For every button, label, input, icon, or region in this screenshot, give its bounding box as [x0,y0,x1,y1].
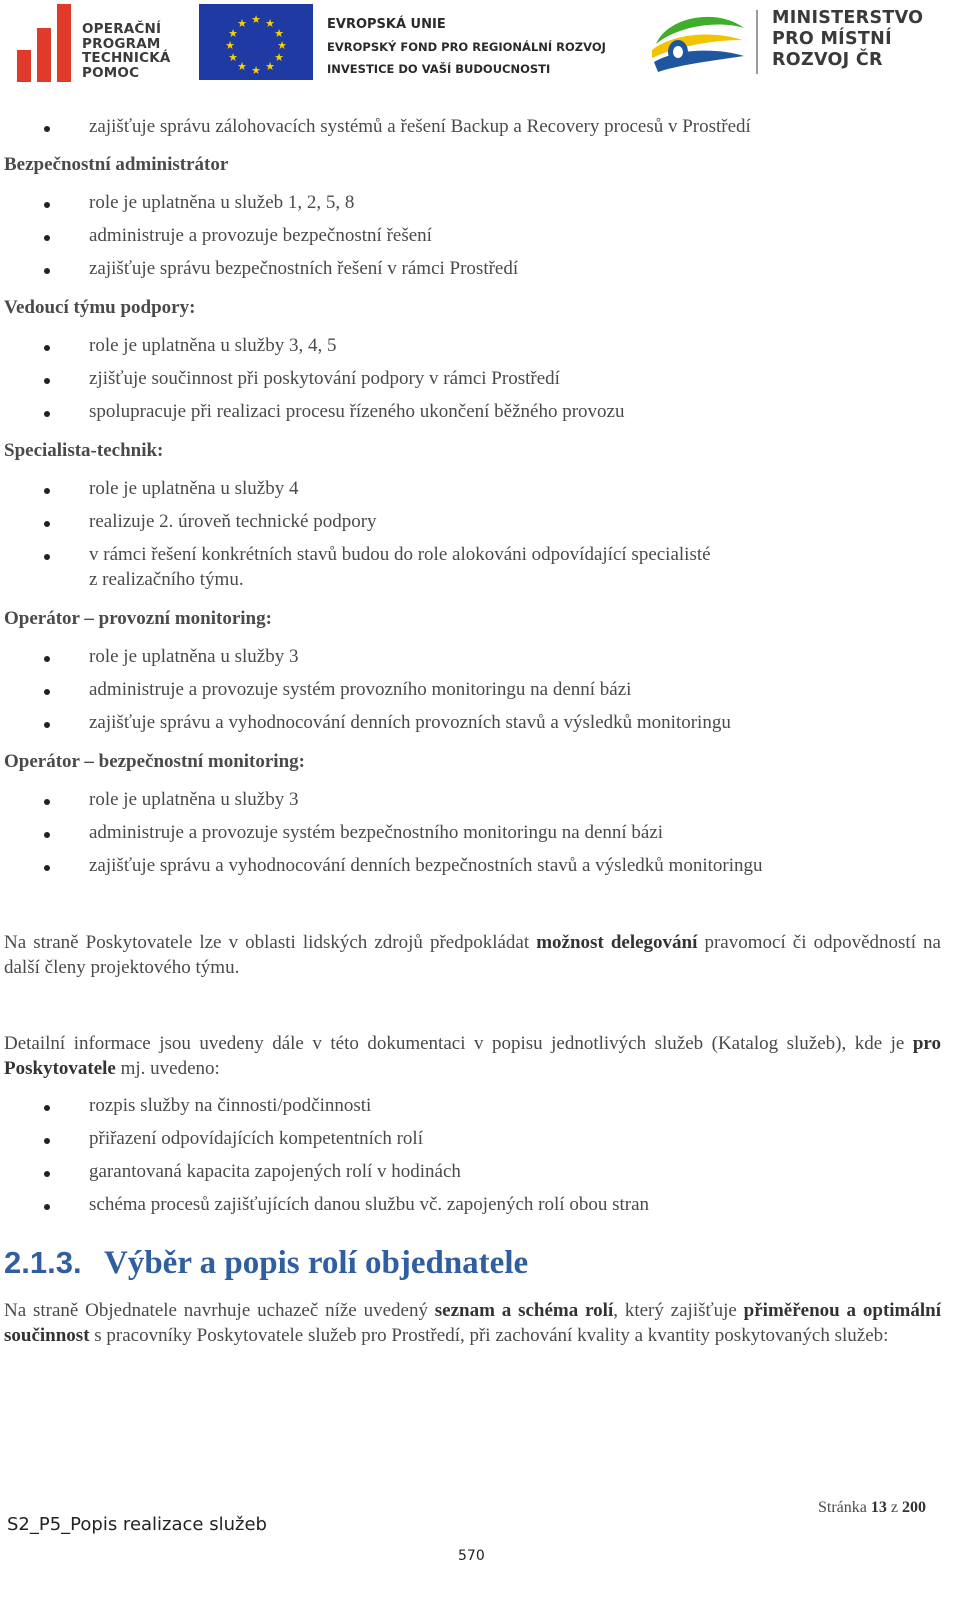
bullet-icon [44,202,50,208]
mmr-logo-divider [756,10,758,74]
optp-logo-bars [17,4,77,82]
svg-text:★: ★ [265,60,275,73]
svg-text:★: ★ [277,39,287,52]
list-item: přiřazení odpovídajících kompetentních rolí [89,1128,423,1149]
role-heading: Specialista-technik: [4,440,164,461]
bullet-icon [44,865,50,871]
svg-text:★: ★ [251,64,261,77]
svg-text:★: ★ [237,17,247,30]
list-item: realizuje 2. úroveň technické podpory [89,511,377,532]
bullet-icon [44,345,50,351]
list-item: role je uplatněna u služby 3 [89,646,299,667]
list-item: schéma procesů zajišťujících danou službu vč. zapojených rolí obou stran [89,1194,649,1215]
list-item: zajišťuje správu zálohovacích systémů a řešení Backup a Recovery procesů v Prostředí [89,116,751,137]
bullet-icon [44,1105,50,1111]
list-item: rozpis služby na činnosti/podčinnosti [89,1095,372,1116]
eu-line-3: INVESTICE DO VAŠÍ BUDOUCNOSTI [327,62,551,76]
bullet-icon [44,488,50,494]
list-item: role je uplatněna u služby 4 [89,478,299,499]
document-id: S2_P5_Popis realizace služeb [7,1514,267,1535]
mmr-logo-icon [648,6,748,74]
optp-logo [17,4,192,82]
bullet-icon [44,378,50,384]
list-item: administruje a provozuje systém bezpečnostního monitoringu na denní bázi [89,822,664,843]
paragraph-client-roles: Na straně Objednatele navrhuje uchazeč níže uvedený seznam a schéma rolí, který zajišťuje přiměřenou a optimální součinnost s pracovníky Poskytovatele služeb pro Prostředí, při zachování kvality a kvantity poskytovaných služeb: [4,1300,941,1346]
bullet-icon [44,268,50,274]
page-number: Stránka 13 z 200 [818,1499,926,1516]
mmr-line-3: ROZVOJ ČR [772,50,883,70]
svg-text:★: ★ [225,39,235,52]
role-heading: Operátor – bezpečnostní monitoring: [4,751,305,772]
bullet-icon [44,832,50,838]
optp-logo-text [82,22,171,80]
mmr-logo-text [772,8,923,71]
svg-text:★: ★ [265,17,275,30]
list-item: administruje a provozuje bezpečnostní řešení [89,225,432,246]
eu-logo-text [327,14,606,80]
list-item: role je uplatněna u služby 3, 4, 5 [89,335,337,356]
list-item: spolupracuje při realizaci procesu řízeného ukončení běžného provozu [89,401,625,422]
page-stamp: 570 [458,1548,485,1564]
svg-text:★: ★ [274,51,284,64]
bullet-icon [44,1204,50,1210]
bullet-icon [44,126,50,132]
list-item: administruje a provozuje systém provozního monitoringu na denní bázi [89,679,632,700]
optp-line-3: TECHNICKÁ [82,50,171,66]
eu-flag-icon [199,4,313,80]
list-item: zajišťuje správu a vyhodnocování denních bezpečnostních stavů a výsledků monitoringu [89,855,763,876]
svg-text:★: ★ [251,13,261,26]
section-number: 2.1.3. [4,1245,82,1280]
optp-line-1: OPERAČNÍ [82,21,162,37]
svg-text:★: ★ [274,27,284,40]
mmr-line-1: MINISTERSTVO [772,8,924,28]
role-heading: Operátor – provozní monitoring: [4,608,272,629]
optp-line-4: POMOC [82,64,140,81]
list-item-continuation: z realizačního týmu. [89,569,244,590]
section-title: Výběr a popis rolí objednatele [104,1245,529,1281]
bullet-icon [44,1138,50,1144]
bullet-icon [44,689,50,695]
bullet-icon [44,656,50,662]
bullet-icon [44,521,50,527]
list-item: zajišťuje správu bezpečnostních řešení v rámci Prostředí [89,258,519,279]
list-item: garantovaná kapacita zapojených rolí v hodinách [89,1161,461,1182]
bullet-icon [44,722,50,728]
paragraph-delegation: Na straně Poskytovatele lze v oblasti lidských zdrojů předpokládat možnost delegování pravomocí či odpovědností na další členy projektového týmu. [4,932,941,978]
list-item: zjišťuje součinnost při poskytování podpory v rámci Prostředí [89,368,560,389]
bullet-icon [44,799,50,805]
paragraph-details: Detailní informace jsou uvedeny dále v této dokumentaci v popisu jednotlivých služeb (Katalog služeb), kde je pro Poskytovatele mj. uvedeno: [4,1033,941,1079]
role-heading: Bezpečnostní administrátor [4,154,229,175]
list-item: v rámci řešení konkrétních stavů budou do role alokováni odpovídající specialisté [89,544,711,565]
bullet-icon [44,554,50,560]
svg-text:★: ★ [228,27,238,40]
eu-line-2: EVROPSKÝ FOND PRO REGIONÁLNÍ ROZVOJ [327,40,606,54]
list-item: role je uplatněna u služby 3 [89,789,299,810]
bullet-icon [44,411,50,417]
bullet-icon [44,1171,50,1177]
eu-line-1: EVROPSKÁ UNIE [327,17,446,32]
svg-text:★: ★ [237,60,247,73]
bullet-icon [44,235,50,241]
role-heading: Vedoucí týmu podpory: [4,297,196,318]
list-item: zajišťuje správu a vyhodnocování denních provozních stavů a výsledků monitoringu [89,712,731,733]
list-item: role je uplatněna u služeb 1, 2, 5, 8 [89,192,355,213]
optp-line-2: PROGRAM [82,35,161,52]
mmr-line-2: PRO MÍSTNÍ [772,29,892,49]
svg-text:★: ★ [228,51,238,64]
